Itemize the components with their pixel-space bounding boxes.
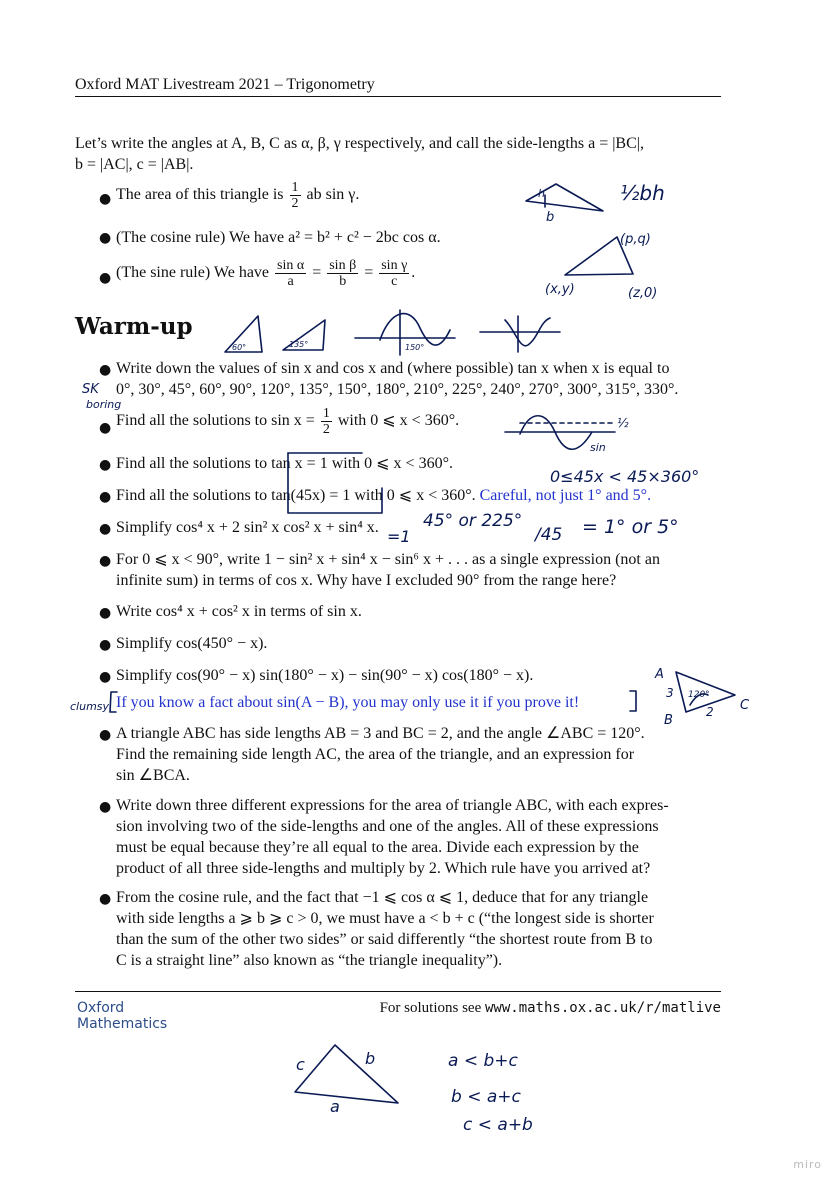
question-7: Write cos⁴ x + cos² x in terms of sin x. (116, 603, 362, 620)
question-11-line-1: Write down three different expressions for the area of triangle ABC, with each expres- (116, 797, 669, 814)
area-triangle-sketch (526, 184, 603, 225)
inequality-triangle-sketch (295, 1045, 398, 1116)
page-header: Oxford MAT Livestream 2021 – Trigonometry (75, 76, 721, 97)
sine-rule-triangle-sketch (545, 232, 657, 301)
bullet: ● (99, 191, 112, 207)
hw-bottom-a: a (330, 1097, 340, 1116)
hw-A: A (655, 667, 664, 682)
question-11-line-4: product of all three side-lengths and multiply by 2. Which rule have you arrived at? (116, 860, 651, 877)
bullet: ● (99, 362, 112, 378)
hw-half-bh: ½bh (620, 181, 665, 205)
hw-half: ½ (617, 416, 629, 430)
hw-result: = 1° or 5° (582, 516, 679, 538)
hw-ineq-1: a < b+c (448, 1051, 518, 1071)
question-11-line-3: must be equal because they’re all equal to the area. Divide each expression by the (116, 839, 639, 856)
question-10-line-3: sin ∠BCA. (116, 767, 190, 784)
bullet: ● (99, 521, 112, 537)
fraction-half: $\frac{1}{2}$ (291, 180, 299, 211)
question-11-line-2: sion involving two of the side-lengths and one of the angles. All of these expressions (116, 818, 659, 835)
bullet: ● (99, 727, 112, 743)
intro-line-2: b = |AC|, c = |AB|. (75, 156, 194, 173)
angle-sketches (225, 310, 560, 355)
hw-over-45: /45 (535, 525, 563, 545)
question-2: Find all the solutions to sin x = $\frac{1}{2}$ with 0 ⩽ x < 360°. (116, 406, 460, 437)
bullet: ● (99, 420, 112, 436)
sine-sketch (505, 416, 629, 454)
fact-cosine-rule: (The cosine rule) We have a² = b² + c² − 2bc cos α. (116, 229, 441, 246)
hw-eq-1: =1 (387, 527, 411, 546)
question-12-line-3: than the sum of the other two sides” or said differently “the shortest route from B to (116, 931, 653, 948)
question-1-line-2: 0°, 30°, 45°, 60°, 90°, 120°, 135°, 150°, 180°, 210°, 225°, 240°, 270°, 300°, 315°, 330°. (116, 381, 679, 398)
proof-note: If you know a fact about sin(A − B), you may only use it if you prove it! (116, 694, 580, 711)
question-4: Find all the solutions to tan(45x) = 1 with 0 ⩽ x < 360°. Careful, not just 1° and 5°. (116, 487, 652, 504)
miro-watermark: miro (793, 1158, 822, 1171)
triangle-abc-sketch (654, 667, 750, 728)
hw-range: 0≤45x < 45×360° (550, 467, 700, 486)
hw-clumsy: clumsy (70, 700, 110, 713)
bullet: ● (99, 669, 112, 685)
hw-120: 120° (688, 690, 710, 700)
question-12-line-4: C is a straight line” also known as “the triangle inequality”). (116, 952, 503, 969)
hw-boring: boring (86, 398, 122, 411)
hw-coord-pq: (p,q) (620, 232, 651, 247)
oxford-mathematics-logo: Oxford Mathematics (77, 1000, 168, 1032)
question-8: Simplify cos(450° − x). (116, 635, 268, 652)
hw-sin: sin (590, 441, 606, 454)
fact-area: The area of this triangle is $\frac{1}{2}$ ab sin γ. (116, 180, 360, 211)
bullet: ● (99, 891, 112, 907)
bullet: ● (99, 799, 112, 815)
question-3: Find all the solutions to tan x = 1 with 0 ⩽ x < 360°. (116, 455, 453, 472)
hw-coord-z0: (z,0) (628, 286, 658, 301)
hw-angle-135: 135° (289, 340, 309, 349)
question-12-line-1: From the cosine rule, and the fact that −1 ⩽ cos α ⩽ 1, deduce that for any triangle (116, 889, 649, 906)
bullet: ● (99, 230, 112, 246)
bullet: ● (99, 553, 112, 569)
bullet: ● (99, 637, 112, 653)
question-12-line-2: with side lengths a ⩾ b ⩾ c > 0, we must have a < b + c (“the longest side is shorter (116, 910, 654, 927)
hw-2: 2 (706, 705, 714, 719)
bullet: ● (99, 489, 112, 505)
question-1-line-1: Write down the values of sin x and cos x and (where possible) tan x when x is equal to (116, 360, 670, 377)
hw-B: B (664, 713, 673, 728)
hw-sk: SK (82, 382, 99, 397)
hw-angle-60: 60° (232, 343, 247, 352)
solutions-link-text: For solutions see www.maths.ox.ac.uk/r/matlive (379, 1000, 721, 1016)
hw-angle-150: 150° (405, 343, 425, 352)
hw-ineq-2: b < a+c (451, 1087, 521, 1107)
question-6-line-1: For 0 ⩽ x < 90°, write 1 − sin² x + sin⁴ x − sin⁶ x + . . . as a single expression (not an (116, 551, 660, 568)
question-6-line-2: infinite sum) in terms of cos x. Why have I excluded 90° from the range here? (116, 572, 617, 589)
hw-3: 3 (666, 686, 674, 700)
hw-answers: 45° or 225° (423, 511, 523, 531)
bullet: ● (99, 457, 112, 473)
question-9: Simplify cos(90° − x) sin(180° − x) − sin(90° − x) cos(180° − x). (116, 667, 534, 684)
intro-line-1: Let’s write the angles at A, B, C as α, β, γ respectively, and call the side-lengths a = |BC|, (75, 135, 644, 152)
hw-b: b (546, 210, 555, 225)
fact-sine-rule: (The sine rule) We have $\frac{\text{sin α}}{a}$ = $\frac{\text{sin β}}{b}$ = $\frac{\text{sin γ}}{c}$ . (116, 258, 416, 289)
bullet: ● (99, 605, 112, 621)
question-4-note: Careful, not just 1° and 5°. (479, 487, 652, 504)
question-5: Simplify cos⁴ x + 2 sin² x cos² x + sin⁴ x. (116, 519, 379, 536)
hw-bottom-c: c (296, 1055, 305, 1074)
hw-ineq-3: c < a+b (463, 1115, 533, 1135)
solutions-url[interactable]: www.maths.ox.ac.uk/r/matlive (484, 1000, 721, 1016)
question-10-line-1: A triangle ABC has side lengths AB = 3 and BC = 2, and the angle ∠ABC = 120°. (116, 725, 645, 742)
hw-C: C (740, 698, 750, 713)
hw-bottom-b: b (365, 1049, 376, 1068)
bullet: ● (99, 270, 112, 286)
section-heading-warmup: Warm-up (75, 313, 193, 340)
hw-h: h (538, 187, 545, 200)
hw-coord-xy: (x,y) (545, 282, 575, 297)
question-10-line-2: Find the remaining side length AC, the area of the triangle, and an expression for (116, 746, 635, 763)
